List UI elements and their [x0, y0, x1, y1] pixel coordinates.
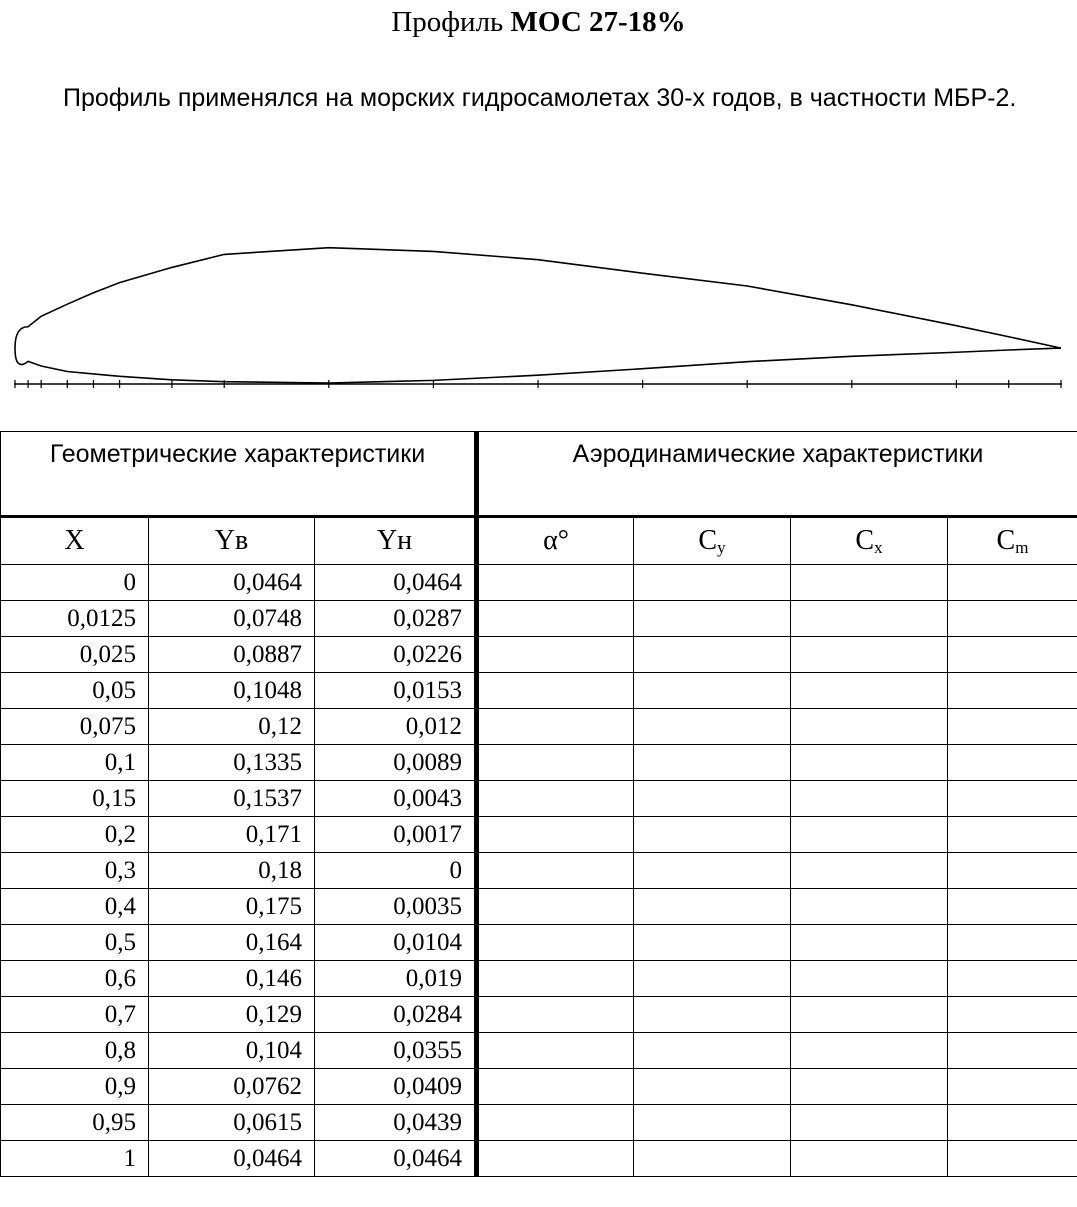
cell-y-lower: 0,0355 — [315, 1033, 477, 1069]
cell-alpha — [477, 601, 634, 637]
cell-cx — [791, 1105, 948, 1141]
cell-y-upper: 0,12 — [149, 709, 315, 745]
table-row — [1, 1069, 1077, 1105]
cell-cx — [791, 1033, 948, 1069]
cell-x: 0,1 — [1, 745, 149, 781]
cell-y-upper: 0,0762 — [149, 1069, 315, 1105]
cell-alpha — [477, 889, 634, 925]
table-row — [1, 817, 1077, 853]
cell-cy — [634, 889, 791, 925]
cell-cx — [791, 853, 948, 889]
cell-y-upper: 0,1335 — [149, 745, 315, 781]
cell-cm — [948, 565, 1077, 601]
table-row — [1, 1141, 1077, 1177]
col-cx: $C_x$ — [791, 517, 948, 565]
cell-y-upper: 0,146 — [149, 961, 315, 997]
cell-alpha — [477, 565, 634, 601]
cell-y-lower: 0,0104 — [315, 925, 477, 961]
cell-cx — [791, 1141, 948, 1177]
cell-alpha — [477, 817, 634, 853]
cell-y-lower: 0,019 — [315, 961, 477, 997]
table-row — [1, 961, 1077, 997]
cell-x: 0,3 — [1, 853, 149, 889]
col-y-upper: Yв — [149, 517, 315, 565]
cell-cx — [791, 601, 948, 637]
cell-x: 0,05 — [1, 673, 149, 709]
cell-x: 0,15 — [1, 781, 149, 817]
cell-cy — [634, 709, 791, 745]
profile-data-table — [0, 431, 1077, 1177]
table-row — [1, 565, 1077, 601]
cell-cy — [634, 781, 791, 817]
cell-y-lower: 0,0464 — [315, 565, 477, 601]
cell-cy — [634, 1141, 791, 1177]
cell-cx — [791, 925, 948, 961]
cell-y-upper: 0,175 — [149, 889, 315, 925]
table-row — [1, 1105, 1077, 1141]
cell-cy — [634, 601, 791, 637]
cell-cm — [948, 745, 1077, 781]
cell-y-upper: 0,0615 — [149, 1105, 315, 1141]
cell-x: 0,7 — [1, 997, 149, 1033]
cell-cm — [948, 1069, 1077, 1105]
cell-cm — [948, 1105, 1077, 1141]
cell-cm — [948, 601, 1077, 637]
cell-cy — [634, 565, 791, 601]
cell-cm — [948, 637, 1077, 673]
cell-cy — [634, 961, 791, 997]
cell-y-lower: 0,0153 — [315, 673, 477, 709]
cell-cx — [791, 817, 948, 853]
intro-paragraph: Профиль применялся на морских гидросамолетах 30-х годов, в частности МБР-2. — [63, 84, 1017, 112]
cell-cy — [634, 817, 791, 853]
cell-y-lower: 0,0017 — [315, 817, 477, 853]
table-row — [1, 889, 1077, 925]
cell-y-lower: 0,0035 — [315, 889, 477, 925]
cell-y-upper: 0,1537 — [149, 781, 315, 817]
table-row — [1, 925, 1077, 961]
cell-alpha — [477, 781, 634, 817]
cell-y-upper: 0,0464 — [149, 1141, 315, 1177]
cell-cx — [791, 745, 948, 781]
table-row — [1, 745, 1077, 781]
cell-cy — [634, 853, 791, 889]
cell-y-upper: 0,104 — [149, 1033, 315, 1069]
cell-x: 0,2 — [1, 817, 149, 853]
title-prefix: Профиль — [391, 6, 504, 38]
col-y-lower: Yн — [315, 517, 477, 565]
cell-cx — [791, 565, 948, 601]
cell-cm — [948, 817, 1077, 853]
cell-cm — [948, 781, 1077, 817]
table-row — [1, 673, 1077, 709]
cell-alpha — [477, 745, 634, 781]
cell-alpha — [477, 709, 634, 745]
cell-y-lower: 0 — [315, 853, 477, 889]
cell-cy — [634, 925, 791, 961]
cell-y-lower: 0,0226 — [315, 637, 477, 673]
cell-cm — [948, 709, 1077, 745]
cell-x: 0,6 — [1, 961, 149, 997]
cell-x: 0,4 — [1, 889, 149, 925]
col-x: X — [1, 517, 149, 565]
table-row — [1, 997, 1077, 1033]
table-row — [1, 709, 1077, 745]
cell-cm — [948, 673, 1077, 709]
table-row — [1, 1033, 1077, 1069]
cell-alpha — [477, 1033, 634, 1069]
cell-y-lower: 0,0284 — [315, 997, 477, 1033]
cell-alpha — [477, 925, 634, 961]
cell-cy — [634, 673, 791, 709]
cell-cx — [791, 961, 948, 997]
cell-y-upper: 0,18 — [149, 853, 315, 889]
cell-cy — [634, 637, 791, 673]
cell-cm — [948, 889, 1077, 925]
cell-cx — [791, 637, 948, 673]
cell-alpha — [477, 673, 634, 709]
cell-cx — [791, 889, 948, 925]
cell-alpha — [477, 637, 634, 673]
cell-y-lower: 0,012 — [315, 709, 477, 745]
cell-alpha — [477, 1069, 634, 1105]
cell-cx — [791, 709, 948, 745]
col-alpha: α° — [477, 517, 634, 565]
table-row — [1, 601, 1077, 637]
cell-x: 0,0125 — [1, 601, 149, 637]
cell-x: 0,95 — [1, 1105, 149, 1141]
table-row — [1, 781, 1077, 817]
airfoil-outline — [15, 248, 1061, 383]
col-cm: $C_m$ — [948, 517, 1077, 565]
cell-alpha — [477, 1141, 634, 1177]
cell-y-upper: 0,0887 — [149, 637, 315, 673]
cell-cy — [634, 1105, 791, 1141]
cell-alpha — [477, 1105, 634, 1141]
cell-alpha — [477, 997, 634, 1033]
profile-name: МОС 27-18% — [510, 6, 686, 38]
cell-x: 0,075 — [1, 709, 149, 745]
cell-y-upper: 0,0748 — [149, 601, 315, 637]
table-row — [1, 637, 1077, 673]
cell-alpha — [477, 853, 634, 889]
cell-alpha — [477, 961, 634, 997]
cell-x: 0,8 — [1, 1033, 149, 1069]
cell-cm — [948, 853, 1077, 889]
cell-x: 0,9 — [1, 1069, 149, 1105]
cell-y-lower: 0,0287 — [315, 601, 477, 637]
cell-x: 0,5 — [1, 925, 149, 961]
cell-cm — [948, 1141, 1077, 1177]
cell-cm — [948, 925, 1077, 961]
cell-y-upper: 0,1048 — [149, 673, 315, 709]
cell-y-lower: 0,0464 — [315, 1141, 477, 1177]
cell-y-upper: 0,171 — [149, 817, 315, 853]
cell-cm — [948, 997, 1077, 1033]
cell-y-upper: 0,164 — [149, 925, 315, 961]
table-row — [1, 853, 1077, 889]
cell-cx — [791, 1069, 948, 1105]
page-title — [0, 2, 1077, 42]
cell-y-lower: 0,0043 — [315, 781, 477, 817]
cell-y-lower: 0,0409 — [315, 1069, 477, 1105]
cell-cy — [634, 1033, 791, 1069]
header-geometric: Геометрические характеристики — [1, 432, 477, 517]
cell-x: 1 — [1, 1141, 149, 1177]
cell-y-upper: 0,129 — [149, 997, 315, 1033]
airfoil-profile-drawing — [0, 180, 1077, 400]
cell-x: 0 — [1, 565, 149, 601]
cell-y-lower: 0,0439 — [315, 1105, 477, 1141]
cell-x: 0,025 — [1, 637, 149, 673]
cell-cy — [634, 997, 791, 1033]
cell-cy — [634, 745, 791, 781]
header-aerodynamic: Аэродинамические характеристики — [477, 432, 1077, 517]
cell-cx — [791, 781, 948, 817]
cell-cx — [791, 997, 948, 1033]
cell-cx — [791, 673, 948, 709]
cell-y-lower: 0,0089 — [315, 745, 477, 781]
cell-cy — [634, 1069, 791, 1105]
cell-y-upper: 0,0464 — [149, 565, 315, 601]
cell-cm — [948, 961, 1077, 997]
cell-cm — [948, 1033, 1077, 1069]
col-cy: $C_y$ — [634, 517, 791, 565]
